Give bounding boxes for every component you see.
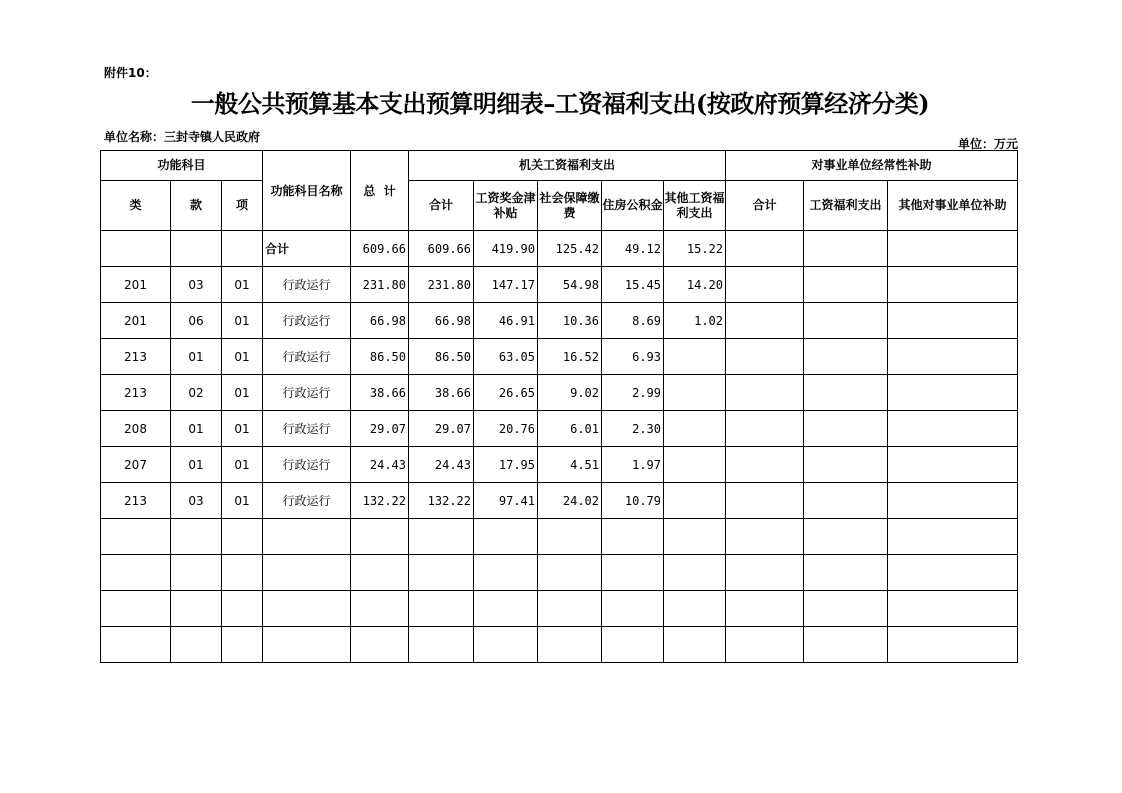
row-subsidy-sum — [726, 267, 804, 303]
row-housing: 15.45 — [602, 267, 664, 303]
row-subsidy-other — [888, 303, 1018, 339]
row-subsidy-sum — [726, 411, 804, 447]
row-agency-sum: 38.66 — [409, 375, 474, 411]
row-wage: 26.65 — [474, 375, 538, 411]
row-kuan: 02 — [171, 375, 222, 411]
row-kuan: 03 — [171, 483, 222, 519]
empty-row — [101, 519, 1018, 555]
empty-cell — [101, 555, 171, 591]
row-total: 29.07 — [351, 411, 409, 447]
row-subsidy-sum — [726, 375, 804, 411]
empty-cell — [664, 555, 726, 591]
subsidy-group-header: 对事业单位经常性补助 — [726, 151, 1018, 181]
row-subsidy-other — [888, 375, 1018, 411]
total-row-subsidy-other — [888, 231, 1018, 267]
page-title: 一般公共预算基本支出预算明细表–工资福利支出(按政府预算经济分类) — [190, 89, 930, 118]
empty-cell — [263, 555, 351, 591]
empty-cell — [804, 519, 888, 555]
row-wage: 17.95 — [474, 447, 538, 483]
row-kuan: 06 — [171, 303, 222, 339]
row-xiang: 01 — [222, 375, 263, 411]
other-wage-header: 其他工资福利支出 — [664, 181, 726, 231]
currency-unit-label: 单位：万元 — [957, 137, 1018, 151]
row-total: 24.43 — [351, 447, 409, 483]
row-subsidy-other — [888, 447, 1018, 483]
total-row-other-wage: 15.22 — [664, 231, 726, 267]
row-social: 10.36 — [538, 303, 602, 339]
row-lei: 207 — [101, 447, 171, 483]
row-social: 24.02 — [538, 483, 602, 519]
row-subsidy-wage — [804, 447, 888, 483]
empty-cell — [538, 591, 602, 627]
empty-cell — [222, 555, 263, 591]
empty-cell — [351, 591, 409, 627]
empty-cell — [222, 627, 263, 663]
row-xiang: 01 — [222, 267, 263, 303]
row-name: 行政运行 — [263, 303, 351, 339]
empty-row — [101, 627, 1018, 663]
empty-cell — [263, 627, 351, 663]
table-row — [101, 411, 1018, 447]
empty-cell — [664, 519, 726, 555]
row-social: 54.98 — [538, 267, 602, 303]
row-lei: 208 — [101, 411, 171, 447]
row-total: 86.50 — [351, 339, 409, 375]
subsidy-wage-header: 工资福利支出 — [804, 181, 888, 231]
unit-name-label: 单位名称：三封寺镇人民政府 — [104, 130, 261, 144]
row-social: 4.51 — [538, 447, 602, 483]
row-housing: 1.97 — [602, 447, 664, 483]
empty-cell — [263, 591, 351, 627]
empty-cell — [664, 627, 726, 663]
row-agency-sum: 66.98 — [409, 303, 474, 339]
row-kuan: 01 — [171, 447, 222, 483]
empty-cell — [538, 555, 602, 591]
total-row-xiang — [222, 231, 263, 267]
row-social: 9.02 — [538, 375, 602, 411]
total-row-agency-sum: 609.66 — [409, 231, 474, 267]
total-row-subsidy-sum — [726, 231, 804, 267]
xiang-header: 项 — [222, 181, 263, 231]
empty-cell — [171, 591, 222, 627]
empty-cell — [101, 519, 171, 555]
table-row — [101, 447, 1018, 483]
row-housing: 2.99 — [602, 375, 664, 411]
row-kuan: 01 — [171, 411, 222, 447]
empty-cell — [222, 591, 263, 627]
wage-header: 工资奖金津补贴 — [474, 181, 538, 231]
empty-cell — [726, 591, 804, 627]
empty-cell — [726, 519, 804, 555]
empty-cell — [351, 627, 409, 663]
row-name: 行政运行 — [263, 267, 351, 303]
empty-cell — [602, 519, 664, 555]
row-subsidy-other — [888, 483, 1018, 519]
empty-cell — [222, 519, 263, 555]
row-housing: 8.69 — [602, 303, 664, 339]
row-total: 38.66 — [351, 375, 409, 411]
empty-cell — [726, 555, 804, 591]
table-row — [101, 303, 1018, 339]
row-subsidy-sum — [726, 339, 804, 375]
row-other-wage — [664, 447, 726, 483]
row-wage: 20.76 — [474, 411, 538, 447]
empty-cell — [409, 555, 474, 591]
row-total: 231.80 — [351, 267, 409, 303]
agency-wage-group-header: 机关工资福利支出 — [409, 151, 726, 181]
row-subsidy-other — [888, 267, 1018, 303]
row-agency-sum: 132.22 — [409, 483, 474, 519]
annex-label: 附件10： — [104, 66, 157, 80]
row-lei: 213 — [101, 483, 171, 519]
row-name: 行政运行 — [263, 339, 351, 375]
total-row-social: 125.42 — [538, 231, 602, 267]
table-row — [101, 483, 1018, 519]
empty-cell — [351, 555, 409, 591]
header-row-2 — [101, 181, 1018, 231]
empty-cell — [888, 555, 1018, 591]
row-xiang: 01 — [222, 483, 263, 519]
empty-cell — [474, 627, 538, 663]
row-wage: 147.17 — [474, 267, 538, 303]
row-social: 16.52 — [538, 339, 602, 375]
row-agency-sum: 29.07 — [409, 411, 474, 447]
row-wage: 63.05 — [474, 339, 538, 375]
empty-row — [101, 591, 1018, 627]
row-other-wage — [664, 411, 726, 447]
table-row — [101, 375, 1018, 411]
func-name-header: 功能科目名称 — [263, 151, 351, 231]
row-total: 66.98 — [351, 303, 409, 339]
row-other-wage — [664, 375, 726, 411]
row-subsidy-other — [888, 339, 1018, 375]
row-other-wage — [664, 339, 726, 375]
empty-cell — [263, 519, 351, 555]
empty-cell — [409, 627, 474, 663]
row-subsidy-wage — [804, 483, 888, 519]
row-housing: 10.79 — [602, 483, 664, 519]
empty-cell — [602, 591, 664, 627]
subsidy-sum-header: 合计 — [726, 181, 804, 231]
row-subsidy-other — [888, 411, 1018, 447]
row-xiang: 01 — [222, 411, 263, 447]
empty-cell — [804, 591, 888, 627]
subsidy-other-header: 其他对事业单位补助 — [888, 181, 1018, 231]
total-row-total: 609.66 — [351, 231, 409, 267]
agency-sum-header: 合计 — [409, 181, 474, 231]
row-subsidy-wage — [804, 339, 888, 375]
empty-cell — [101, 627, 171, 663]
row-wage: 46.91 — [474, 303, 538, 339]
empty-cell — [101, 591, 171, 627]
row-subsidy-sum — [726, 483, 804, 519]
empty-cell — [409, 519, 474, 555]
empty-cell — [351, 519, 409, 555]
empty-cell — [888, 627, 1018, 663]
row-social: 6.01 — [538, 411, 602, 447]
row-subsidy-wage — [804, 303, 888, 339]
row-housing: 2.30 — [602, 411, 664, 447]
empty-cell — [409, 591, 474, 627]
total-row-lei — [101, 231, 171, 267]
empty-cell — [664, 591, 726, 627]
func-subject-header: 功能科目 — [101, 151, 263, 181]
row-agency-sum: 24.43 — [409, 447, 474, 483]
empty-cell — [474, 591, 538, 627]
row-subsidy-wage — [804, 411, 888, 447]
empty-cell — [602, 627, 664, 663]
row-subsidy-sum — [726, 447, 804, 483]
row-lei: 201 — [101, 267, 171, 303]
empty-cell — [888, 591, 1018, 627]
total-header: 总 计 — [351, 151, 409, 231]
row-xiang: 01 — [222, 303, 263, 339]
row-housing: 6.93 — [602, 339, 664, 375]
empty-row — [101, 555, 1018, 591]
housing-header: 住房公积金 — [602, 181, 664, 231]
social-header: 社会保障缴费 — [538, 181, 602, 231]
row-kuan: 01 — [171, 339, 222, 375]
row-xiang: 01 — [222, 339, 263, 375]
row-name: 行政运行 — [263, 411, 351, 447]
row-wage: 97.41 — [474, 483, 538, 519]
row-other-wage — [664, 483, 726, 519]
empty-cell — [538, 627, 602, 663]
row-subsidy-wage — [804, 267, 888, 303]
empty-cell — [171, 627, 222, 663]
table-row — [101, 267, 1018, 303]
empty-cell — [474, 519, 538, 555]
empty-cell — [888, 519, 1018, 555]
expenditure-table — [100, 150, 1018, 663]
row-total: 132.22 — [351, 483, 409, 519]
empty-cell — [804, 555, 888, 591]
row-lei: 213 — [101, 375, 171, 411]
header-row-1 — [101, 151, 1018, 181]
total-row-wage: 419.90 — [474, 231, 538, 267]
empty-cell — [474, 555, 538, 591]
empty-cell — [171, 519, 222, 555]
row-kuan: 03 — [171, 267, 222, 303]
empty-cell — [538, 519, 602, 555]
row-lei: 201 — [101, 303, 171, 339]
total-row-housing: 49.12 — [602, 231, 664, 267]
row-other-wage: 14.20 — [664, 267, 726, 303]
row-name: 行政运行 — [263, 375, 351, 411]
row-lei: 213 — [101, 339, 171, 375]
total-row-subsidy-wage — [804, 231, 888, 267]
total-row — [101, 231, 1018, 267]
empty-cell — [804, 627, 888, 663]
row-name: 行政运行 — [263, 447, 351, 483]
row-xiang: 01 — [222, 447, 263, 483]
row-name: 行政运行 — [263, 483, 351, 519]
row-other-wage: 1.02 — [664, 303, 726, 339]
total-row-kuan — [171, 231, 222, 267]
empty-cell — [602, 555, 664, 591]
row-subsidy-sum — [726, 303, 804, 339]
empty-cell — [171, 555, 222, 591]
kuan-header: 款 — [171, 181, 222, 231]
table-row — [101, 339, 1018, 375]
row-agency-sum: 231.80 — [409, 267, 474, 303]
empty-cell — [726, 627, 804, 663]
total-row-label: 合计 — [263, 231, 351, 267]
row-subsidy-wage — [804, 375, 888, 411]
row-agency-sum: 86.50 — [409, 339, 474, 375]
lei-header: 类 — [101, 181, 171, 231]
